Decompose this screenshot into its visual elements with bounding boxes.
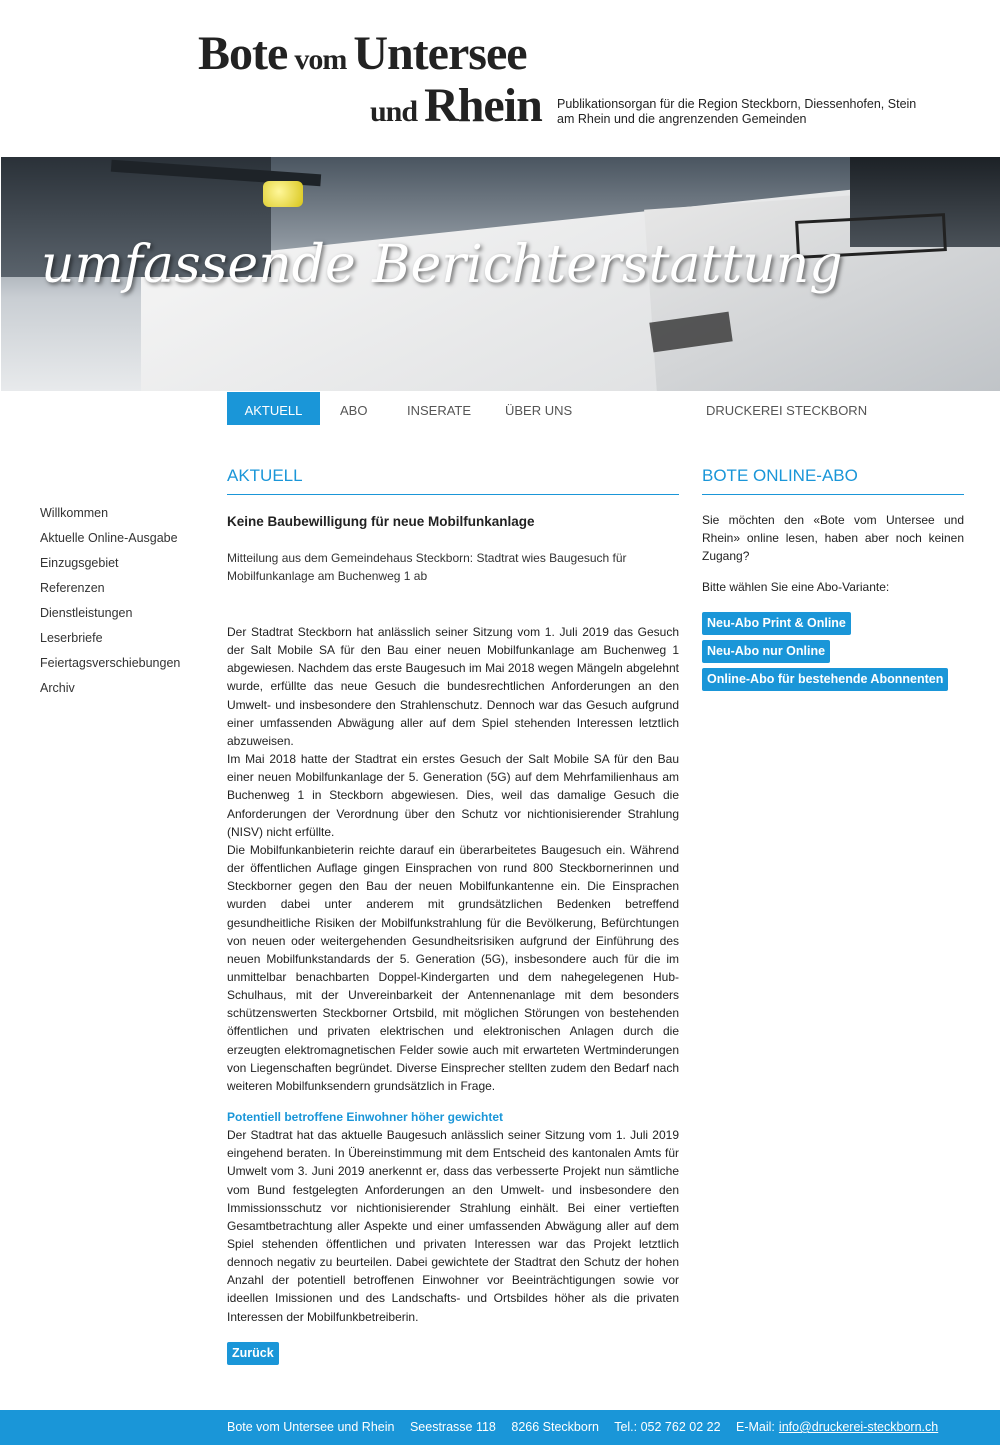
nav-item-inserate[interactable]: INSERATE: [407, 403, 472, 418]
article-paragraph: Die Mobilfunkanbieterin reichte darauf ein überarbeitetes Baugesuch ein. Während der öffentlichen Auflage gingen Einsprachen von rund 800 Steckbornerinnen und Steckborner gegen den Bau der neuen Mobilfunkantenne ein. Die Einsprachen wurden dabei unter anderem mit grundsätzlichen Bedenken betreffend gesundheitliche Risiken der Mobilfunkstrahlung für die Bevölkerung, Befürchtungen von neuen oder weitergehenden Gesundheitsrisiken aufgrund der Einführung des neuen Mobilfunkstandards der 5. Generation (5G), insbesondere auch für die im unmittelbar benachbarten Doppel-Kindergarten und dem nahegelegenen Hub-Schulhaus, mit der Unvereinbarkeit der Antennenanlage mit dem besonders schützenswerten Steckborner Ortsbild, mit möglichen Störungen von bestehenden öffentlichen und privaten elektrischen und elektronischen Anlagen durch die erzeugten elektromagnetischen Felder sowie auch mit erwarteten Wertminderungen von Liegenschaften begründet. Diverse Einsprecher stellten zudem den Bedarf nach weiteren Mobilfunksendern grundsätzlich in Frage.: [227, 842, 679, 1093]
footer-email-link[interactable]: info@druckerei-steckborn.ch: [778, 1420, 939, 1434]
nav-item-ueber-uns[interactable]: ÜBER UNS: [505, 403, 573, 418]
main-content: [227, 464, 679, 1365]
sidebar-nav: [40, 503, 220, 703]
site-footer: [0, 1410, 1000, 1445]
article-paragraph: Der Stadtrat Steckborn hat anlässlich seiner Sitzung vom 1. Juli 2019 das Gesuch der Salt Mobile SA für den Bau einer neuen Mobilfunkanlage am Buchenweg 1 abgewiesen. Nachdem das erste Baugesuch im Mai 2018 wegen Mängeln abgelehnt wurde, erfüllte das neue Gesuch die bundesrechtlichen Anforderungen an den Umwelt- und insbesondere den Strahlenschutz. Dennoch war das Gesuch aufgrund einer umfassenden Abwägung aller auf dem Spiel stehenden Interessen letztlich abzuweisen.: [227, 625, 679, 748]
article-paragraph: Im Mai 2018 hatte der Stadtrat ein erstes Gesuch der Salt Mobile SA für den Bau einer neuen Mobilfunkanlage der 5. Generation (5G) auf dem Mehrfamilienhaus am Buchenweg 1 in Steckborn abgewiesen. Dies, weil das damalige Gesuch die Anforderungen der Verordnung über den Schutz vor nichtionisierender Strahlung (NISV) nicht erfüllte.: [227, 752, 679, 839]
abo-section-title: BOTE ONLINE-ABO: [702, 464, 964, 495]
footer-email-label: E-Mail:: [736, 1420, 775, 1434]
footer-name: Bote vom Untersee und Rhein: [227, 1420, 395, 1434]
sidebar-item-online-ausgabe[interactable]: Aktuelle Online-Ausgabe: [40, 531, 178, 545]
nav-item-aktuell[interactable]: AKTUELL: [227, 392, 320, 425]
logo-word: Untersee: [353, 27, 527, 80]
footer-street: Seestrasse 118: [409, 1420, 496, 1434]
sidebar-item-leserbriefe[interactable]: Leserbriefe: [40, 631, 103, 645]
logo-word: und: [370, 95, 418, 128]
abo-existing-subscriber-button[interactable]: Online-Abo für bestehende Abonnenten: [702, 668, 948, 691]
logo-word: vom: [294, 43, 347, 76]
abo-button-group: [702, 612, 964, 691]
abo-online-only-button[interactable]: Neu-Abo nur Online: [702, 640, 830, 663]
footer-city: 8266 Steckborn: [511, 1420, 599, 1434]
article-lead: Mitteilung aus dem Gemeindehaus Steckborn: Stadtrat wies Baugesuch für Mobilfunkanlage am Buchenweg 1 ab: [227, 551, 627, 583]
logo-word: Rhein: [424, 79, 542, 132]
sidebar-item-referenzen[interactable]: Referenzen: [40, 581, 105, 595]
site-header: [0, 0, 1000, 157]
abo-intro-text: Sie möchten den «Bote vom Untersee und Rhein» online lesen, haben aber noch keinen Zugang?: [702, 513, 964, 563]
back-button[interactable]: Zurück: [227, 1342, 279, 1365]
sidebar-item-archiv[interactable]: Archiv: [40, 681, 75, 695]
sidebar-item-dienstleistungen[interactable]: Dienstleistungen: [40, 606, 133, 620]
sidebar-item-willkommen[interactable]: Willkommen: [40, 506, 109, 520]
logo-word: Bote: [198, 27, 288, 80]
article-title: Keine Baubewilligung für neue Mobilfunkanlage: [227, 514, 535, 529]
article-body: [227, 623, 679, 1095]
hero-image-knob: [263, 181, 303, 207]
nav-item-abo[interactable]: ABO: [340, 403, 368, 418]
sidebar-item-feiertagsverschiebungen[interactable]: Feiertagsverschiebungen: [40, 656, 181, 670]
site-tagline: Publikationsorgan für die Region Steckborn, Diessenhofen, Stein am Rhein und die angrenzenden Gemeinden: [557, 97, 917, 126]
abo-sidebar: [702, 464, 964, 696]
abo-prompt-text: Bitte wählen Sie eine Abo-Variante:: [702, 580, 890, 594]
article-paragraph: Der Stadtrat hat das aktuelle Baugesuch anlässlich seiner Sitzung vom 1. Juli 2019 eingehend beraten. In Übereinstimmung mit dem Entscheid des kantonalen Amts für Umwelt vom 3. Juni 2019 anerkennt er, dass das verbesserte Projekt nun sämtliche vom Bund festgelegten Anforderungen an den Umwelt- und insbesondere den Immissionsschutz vor nichtionisierender Strahlung einhält. Bei einer vertieften Gesamtbetrachtung aller Aspekte und einer umfassenden Abwägung aller auf dem Spiel stehenden öffentlichen und privaten Interessen war das Projekt letztlich dennoch negativ zu beurteilen. Dabei gewichtete der Stadtrat den Schutz der hohen Anzahl der potentiell betroffenen Einwohner vor Beeinträchtigungen sowie vor ideellen Imissionen und des Landschafts- und Ortsbildes höher als die privaten Interessen der Mobilfunkbetreiberin.: [227, 1128, 679, 1324]
sidebar-item-einzugsgebiet[interactable]: Einzugsgebiet: [40, 556, 119, 570]
section-title: AKTUELL: [227, 464, 679, 495]
hero-title: umfassende Berichterstattung: [41, 235, 843, 295]
hero-banner: [1, 157, 1000, 391]
article-subheading: Potentiell betroffene Einwohner höher gewichtet: [227, 1110, 504, 1125]
nav-item-druckerei[interactable]: DRUCKEREI STECKBORN: [706, 403, 868, 418]
footer-phone: Tel.: 052 762 02 22: [614, 1420, 721, 1434]
abo-print-online-button[interactable]: Neu-Abo Print & Online: [702, 612, 851, 635]
